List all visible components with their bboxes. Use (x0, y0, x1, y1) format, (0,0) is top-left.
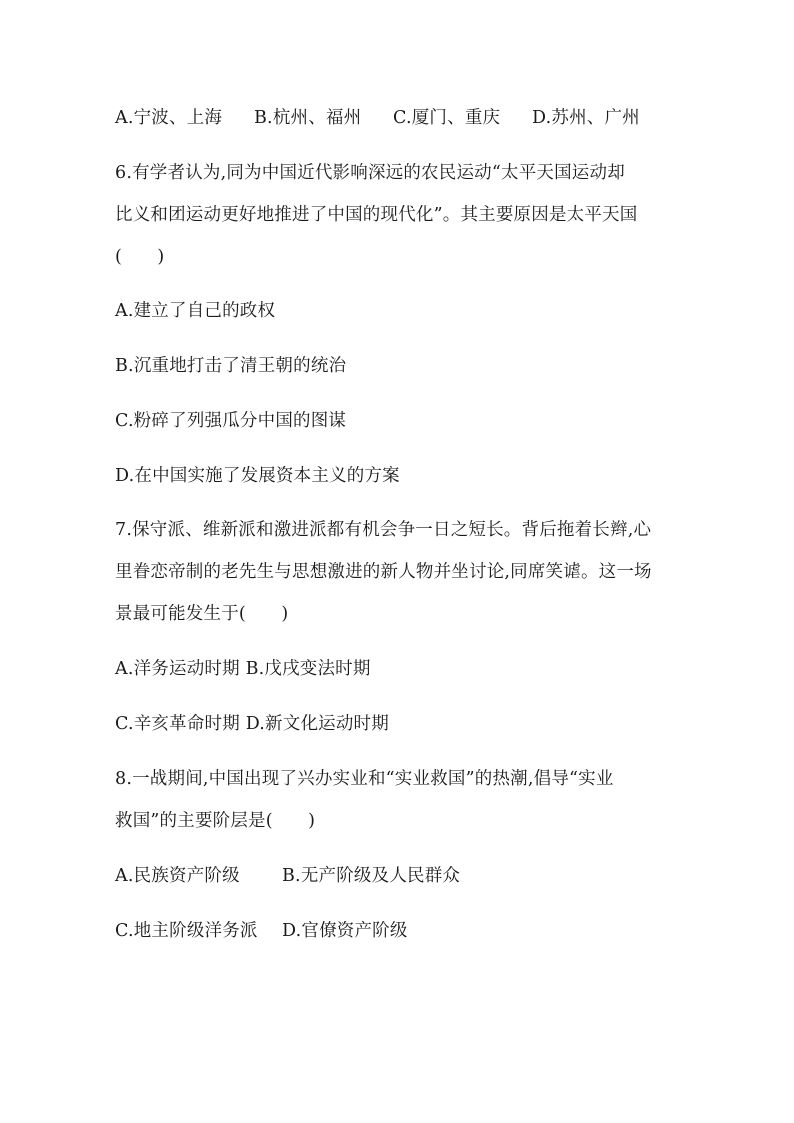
q6-option-b: B.沉重地打击了清王朝的统治 (115, 356, 347, 376)
q5-option-d: D.苏州、广州 (532, 108, 640, 128)
q6-option-c: C.粉碎了列强瓜分中国的图谋 (115, 411, 347, 431)
q8-stem-line-1: 8.一战期间,中国出现了兴办实业和“实业救国”的热潮,倡导“实业 (115, 769, 614, 789)
q6-option-a: A.建立了自己的政权 (115, 301, 276, 321)
q5-option-c: C.厦门、重庆 (393, 108, 501, 128)
q8-options-row-1 (115, 864, 460, 888)
q8-options-row-2 (115, 919, 408, 943)
q7-options-row-1: A.洋务运动时期 B.戊戌变法时期 (115, 659, 371, 679)
q8-option-b: B.无产阶级及人民群众 (282, 866, 461, 886)
q8-option-a: A.民族资产阶级 (115, 866, 240, 886)
q5-option-b: B.杭州、福州 (254, 108, 362, 128)
q5-options-row (115, 106, 640, 130)
q6-stem-line-1: 6.有学者认为,同为中国近代影响深远的农民运动“太平天国运动却 (115, 163, 625, 183)
q6-option-d: D.在中国实施了发展资本主义的方案 (115, 466, 400, 486)
q6-stem-line-2: 比义和团运动更好地推进了中国的现代化”。其主要原因是太平天国 (115, 205, 638, 225)
q8-option-d: D.官僚资产阶级 (282, 921, 408, 941)
q5-option-a: A.宁波、上海 (115, 108, 223, 128)
q7-stem-line-1: 7.保守派、维新派和激进派都有机会争一日之短长。背后拖着长辫,心 (115, 520, 652, 540)
q7-stem-line-3: 景最可能发生于( ) (115, 604, 289, 624)
q8-option-c: C.地主阶级洋务派 (115, 921, 258, 941)
q7-options-row-2: C.辛亥革命时期 D.新文化运动时期 (115, 714, 389, 734)
q8-stem-line-2: 救国”的主要阶层是( ) (115, 811, 316, 831)
q6-answer-blank: ( ) (115, 247, 165, 267)
q7-stem-line-2: 里眷恋帝制的老先生与思想激进的新人物并坐讨论,同席笑谑。这一场 (115, 562, 652, 582)
